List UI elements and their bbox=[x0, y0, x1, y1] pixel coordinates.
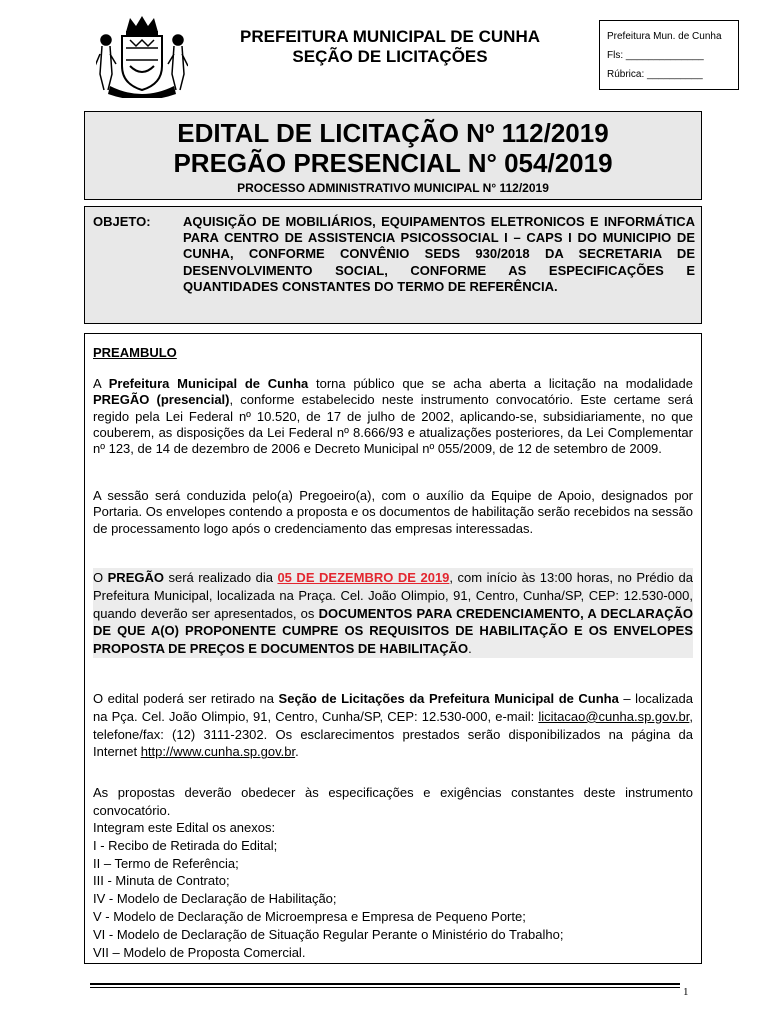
annex-item: II – Termo de Referência; bbox=[93, 855, 239, 871]
preamble-paragraph-5: As propostas deverão obedecer às especificações e exigências constantes deste instrumento convocatório. bbox=[93, 785, 693, 818]
p4-text-a: O edital poderá ser retirado na bbox=[93, 691, 279, 706]
p1-text-a: A bbox=[93, 376, 109, 391]
annex-item: IV - Modelo de Declaração de Habilitação; bbox=[93, 891, 337, 907]
annex-intro: Integram este Edital os anexos: bbox=[93, 820, 276, 835]
objeto-text: AQUISIÇÃO DE MOBILIÁRIOS, EQUIPAMENTOS ELETRONICOS E INFORMÁTICA PARA CENTRO DE ASSISTENCIA PSICOSSOCIAL I – CAPS I DO MUNICIPIO DE CUNHA, CONFORME CONVÊNIO SEDS 930/2018 DA SECRETARIA DE DESENVOLVIMENTO SOCIAL, CONFORME AS ESPECIFICAÇÕES E QUANTIDADES CONSTANTES DO TERMO DE REFERÊNCIA. bbox=[183, 214, 695, 294]
p3-text-a: O bbox=[93, 570, 108, 585]
footer-rule bbox=[90, 983, 680, 985]
p3-text-c: será realizado dia bbox=[163, 570, 278, 585]
annex-item: V - Modelo de Declaração de Microempresa e Empresa de Pequeno Porte; bbox=[93, 908, 526, 924]
title-box bbox=[84, 111, 702, 200]
annex-list bbox=[93, 819, 693, 961]
p1-pregao: PREGÃO (presencial) bbox=[93, 392, 230, 408]
header-line-2: SEÇÃO DE LICITAÇÕES bbox=[292, 47, 488, 66]
preamble-paragraph-1 bbox=[93, 376, 693, 457]
stamp-line-3: Rúbrica: __________ bbox=[607, 69, 703, 80]
p4-text-d: , telefone/fax: (12) 3111-2302. Os esclarecimentos prestados serão disponibilizados na página da Internet bbox=[93, 708, 693, 760]
municipal-coat-of-arms-icon bbox=[96, 14, 188, 98]
p3-documents: DOCUMENTOS PARA CREDENCIAMENTO, A DECLARAÇÃO DE QUE A(O) PROPONENTE CUMPRE OS REQUISITOS DE HABILITAÇÃO E OS ENVELOPES PROPOSTA DE PREÇOS E DOCUMENTOS DE HABILITAÇÃO bbox=[93, 605, 693, 657]
preamble-paragraph-2: A sessão será conduzida pelo(a) Pregoeiro(a), com o auxílio da Equipe de Apoio, designados por Portaria. Os envelopes contendo a proposta e os documentos de habilitação serão recebidos na sessão de processamento logo após o credenciamento das empresas interessadas. bbox=[93, 488, 693, 536]
preamble-paragraph-3 bbox=[93, 568, 693, 658]
annex-item: III - Minuta de Contrato; bbox=[93, 873, 230, 889]
annex-item: VI - Modelo de Declaração de Situação Regular Perante o Ministério do Trabalho; bbox=[93, 926, 564, 942]
annex-item: I - Recibo de Retirada do Edital; bbox=[93, 837, 278, 853]
processo-subtitle: PROCESSO ADMINISTRATIVO MUNICIPAL N° 112/2019 bbox=[237, 181, 549, 195]
annex-item: VII – Modelo de Proposta Comercial. bbox=[93, 944, 306, 960]
header-line-1: PREFEITURA MUNICIPAL DE CUNHA bbox=[239, 27, 541, 46]
p3-text-f: . bbox=[468, 641, 472, 657]
preamble-box bbox=[84, 333, 702, 964]
preamble-heading: PREAMBULO bbox=[93, 345, 177, 360]
preamble-paragraph-4 bbox=[93, 690, 693, 761]
page-number: 1 bbox=[683, 986, 689, 998]
p3-text-d: , com início às 13:00 horas, no Prédio da Prefeitura Municipal, localizada na Praça. Cel. João Olimpio, 91, Centro, Cunha/SP, CEP: 12.530-000, quando deverão ser apresentados, os bbox=[93, 570, 693, 621]
pregao-title: PREGÃO PRESENCIAL N° 054/2019 bbox=[173, 148, 613, 178]
p1-prefeitura: Prefeitura Municipal de Cunha bbox=[108, 376, 309, 391]
p4-text-e: . bbox=[295, 744, 299, 760]
edital-title: EDITAL DE LICITAÇÃO Nº 112/2019 bbox=[177, 118, 609, 148]
p1-text-c: torna público que se acha aberta a licitação na modalidade bbox=[308, 376, 693, 391]
p1-text-e: , conforme estabelecido neste instrumento convocatório. Este certame será regido pela Lei Federal nº 10.520, de 17 de julho de 2002, aplicando-se, subsidiariamente, no que couberem, as disposições da Lei Federal nº 8.666/93 e atualizações posteriores, da Lei Complementar nº 123, de 14 de dezembro de 2006 e Decreto Municipal nº 055/2009, de 12 de setembro de 2009. bbox=[93, 392, 693, 457]
objeto-box bbox=[84, 206, 702, 324]
objeto-label: OBJETO: bbox=[93, 214, 151, 229]
header-title bbox=[200, 27, 580, 67]
stamp-line-1: Prefeitura Mun. de Cunha bbox=[607, 31, 722, 42]
p3-pregao: PREGÃO bbox=[107, 570, 164, 585]
website-link[interactable]: http://www.cunha.sp.gov.br bbox=[140, 744, 296, 760]
protocol-stamp bbox=[599, 20, 739, 90]
p4-text-c: – localizada na Pça. Cel. João Olimpio, 91, Centro, Cunha/SP, CEP: 12.530-000, e-mail: bbox=[93, 691, 693, 724]
stamp-line-2: Fls: ______________ bbox=[607, 50, 704, 61]
email-link[interactable]: licitacao@cunha.sp.gov.br bbox=[538, 708, 690, 724]
p4-secao: Seção de Licitações da Prefeitura Municipal de Cunha bbox=[278, 691, 619, 706]
footer-rule-thin bbox=[90, 987, 680, 988]
session-date: 05 DE DEZEMBRO DE 2019 bbox=[277, 570, 450, 585]
